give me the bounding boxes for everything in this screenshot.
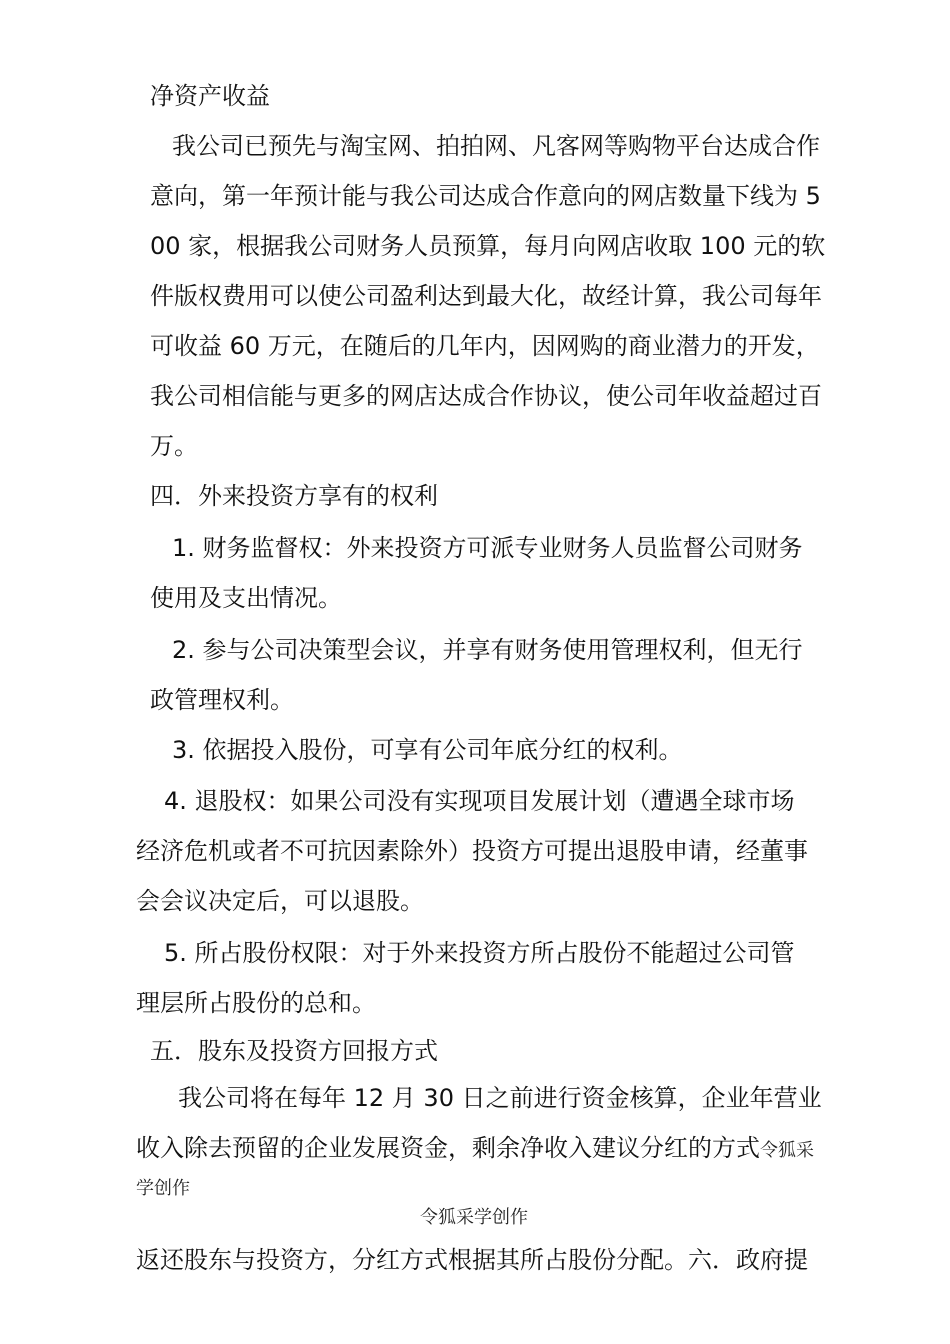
text-line: 理层所占股份的总和。	[136, 989, 376, 1017]
text-line: 会会议决定后，可以退股。	[136, 887, 424, 915]
section-heading: 五．股东及投资方回报方式	[150, 1037, 438, 1065]
text-line: 净资产收益	[150, 82, 270, 110]
text-line: 00 家，根据我公司财务人员预算，每月向网店收取 100 元的软	[150, 232, 826, 260]
text-line: 我公司相信能与更多的网店达成合作协议，使公司年收益超过百	[150, 382, 822, 410]
list-item: 2. 参与公司决策型会议，并享有财务使用管理权利，但无行	[172, 636, 803, 664]
text-line: 使用及支出情况。	[150, 584, 342, 612]
watermark-text: 学创作	[136, 1178, 190, 1199]
text-line: 经济危机或者不可抗因素除外）投资方可提出退股申请，经董事	[136, 837, 808, 865]
text-line: 返还股东与投资方，分红方式根据其所占股份分配。六．政府提	[136, 1246, 808, 1274]
list-item: 3. 依据投入股份，可享有公司年底分红的权利。	[172, 736, 683, 764]
list-item: 1. 财务监督权：外来投资方可派专业财务人员监督公司财务	[172, 534, 803, 562]
text-line: 意向，第一年预计能与我公司达成合作意向的网店数量下线为 5	[150, 182, 821, 210]
list-item: 4. 退股权：如果公司没有实现项目发展计划（遭遇全球市场	[164, 787, 795, 815]
text-line: 可收益 60 万元，在随后的几年内，因网购的商业潜力的开发，	[150, 332, 820, 360]
list-item: 5. 所占股份权限：对于外来投资方所占股份不能超过公司管	[164, 939, 795, 967]
text-segment: 收入除去预留的企业发展资金，剩余净收入建议分红的方式	[136, 1134, 760, 1162]
text-line: 件版权费用可以使公司盈利达到最大化，故经计算，我公司每年	[150, 282, 822, 310]
inline-watermark: 令狐采	[760, 1140, 814, 1161]
page-footer-watermark: 令狐采学创作	[420, 1207, 528, 1228]
text-line: 万。	[150, 432, 198, 460]
text-line: 政管理权利。	[150, 686, 294, 714]
text-line: 我公司将在每年 12 月 30 日之前进行资金核算，企业年营业	[178, 1084, 822, 1112]
text-line: 我公司已预先与淘宝网、拍拍网、凡客网等购物平台达成合作	[172, 132, 820, 160]
section-heading: 四．外来投资方享有的权利	[150, 482, 438, 510]
text-line-with-watermark	[136, 1133, 814, 1163]
